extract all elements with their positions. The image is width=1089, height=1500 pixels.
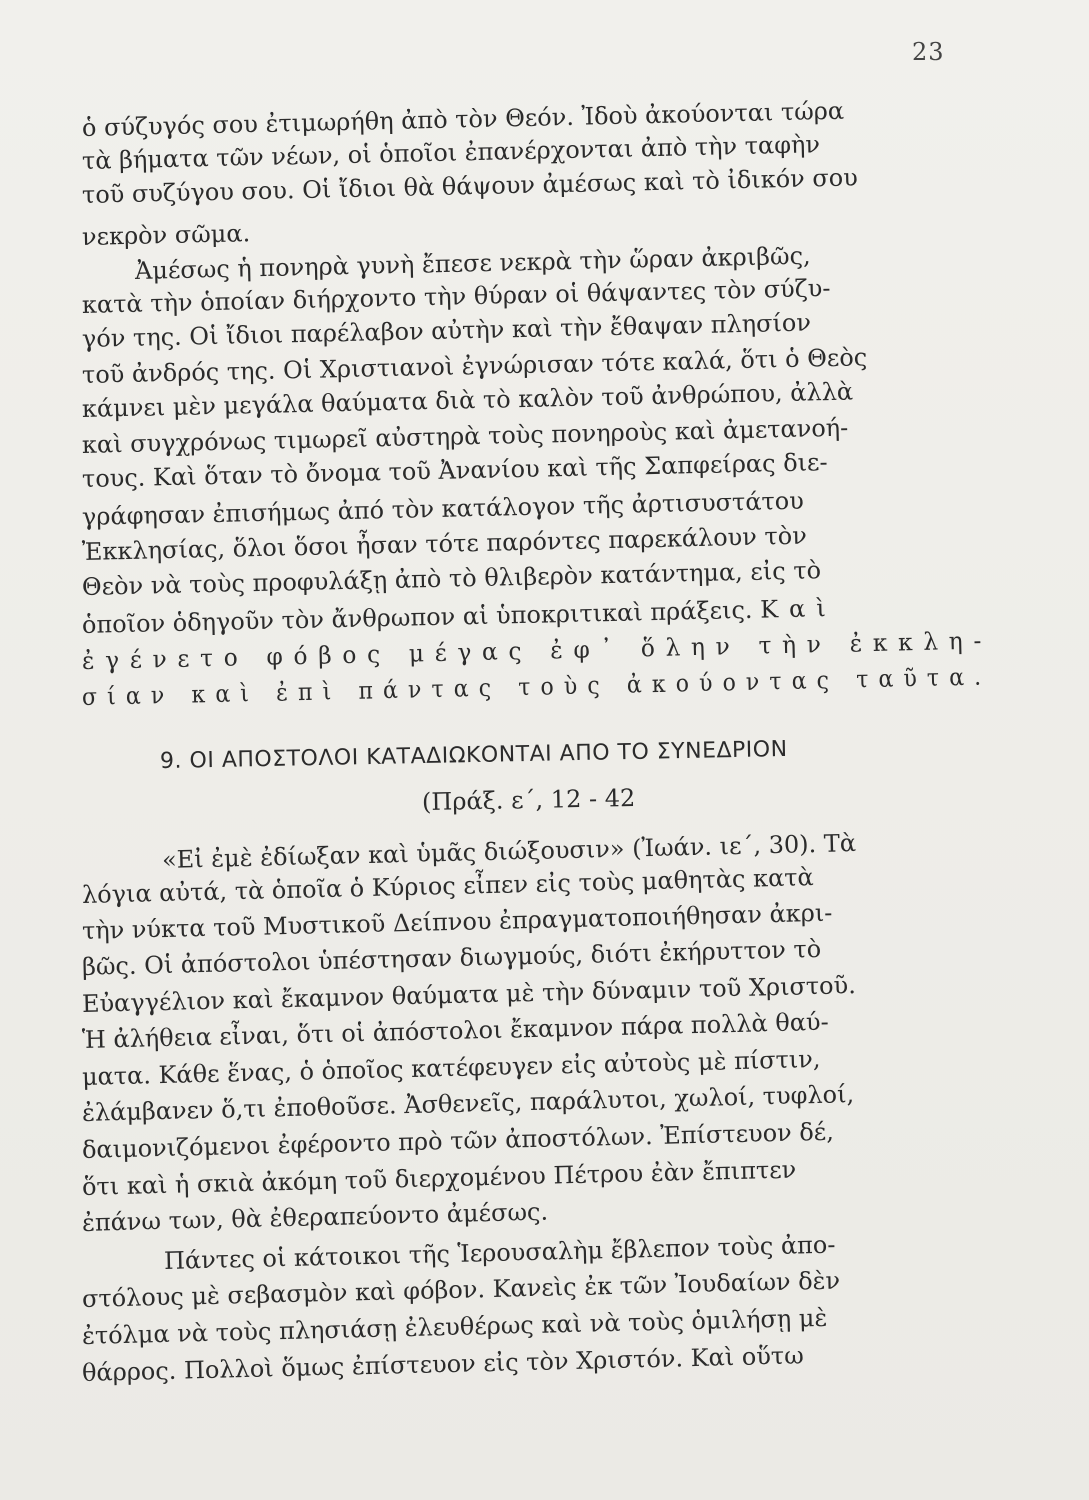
text-line: γράφησαν ἐπισήμως ἀπό τὸν κατάλογον τῆς ἀρτισυστάτου [81,486,805,531]
text-line: «Εἰ ἐμὲ ἐδίωξαν καὶ ὑμᾶς διώξουσιν» (Ἰωάν. ιε΄, 30). Τὰ [161,829,857,874]
text-line: καὶ συγχρόνως τιμωρεῖ αὐστηρὰ τοὺς πονηροὺς καὶ ἀμετανοή- [81,413,849,459]
section-reference: (Πράξ. ε΄, 12 - 42 [421,783,636,817]
text-line: τὰ βήματα τῶν νέων, οἱ ὁποῖοι ἐπανέρχονται ἀπὸ τὴν ταφὴν [81,130,821,175]
text-line: τοῦ ἀνδρός της. Οἱ Χριστιανοὶ ἐγνώρισαν τότε καλά, ὅτι ὁ Θεὸς [81,343,868,389]
text-line: Πάντες οἱ κάτοικοι τῆς Ἱερουσαλὴμ ἔβλεπον τοὺς ἀπο- [163,1230,836,1275]
emphasis-line: ἐγένετο φόβος μέγας ἐφ᾽ ὅλην τὴν ἐκκλη- [81,626,993,675]
text-line: Εὐαγγέλιον καὶ ἔκαμνον θαύματα μὲ τὴν δύναμιν τοῦ Χριστοῦ. [81,971,857,1018]
text-line: γόν της. Οἱ ἴδιοι παρέλαβον αὐτὴν καὶ τὴν ἔθαψαν πλησίον [81,308,812,353]
text-line: ματα. Κάθε ἕνας, ὁ ὁποῖος κατέφευγεν εἰς αὐτοὺς μὲ πίστιν, [81,1044,821,1091]
text-line: ἐπάνω των, θὰ ἐθεραπεύοντο ἀμέσως. [81,1197,549,1237]
page-number: 23 [912,38,945,66]
text-line: ἐτόλμα νὰ τοὺς πλησιάσῃ ἐλευθέρως καὶ νὰ τοὺς ὁμιλήσῃ μὲ [81,1303,828,1350]
text-segment: ὁποῖον ὁδηγοῦν τὸν ἄνθρωπον αἱ ὑποκριτικαὶ πράξεις. [81,595,753,639]
text-line: λόγια αὐτά, τὰ ὁποῖα ὁ Κύριος εἶπεν εἰς τοὺς μαθητὰς κατὰ [81,863,815,909]
text-line: τους. Καὶ ὅταν τὸ ὄνομα τοῦ Ἀνανίου καὶ τῆς Σαπφείρας διε- [81,448,828,493]
section-title: 9. ΟΙ ΑΠΟΣΤΟΛΟΙ ΚΑΤΑΔΙΩΚΟΝΤΑΙ ΑΠΟ ΤΟ ΣΥΝΕΔΡΙΟΝ [159,736,788,775]
text-line: κατὰ τὴν ὁποίαν διήρχοντο τὴν θύραν οἱ θάψαντες τὸν σύζυ- [81,274,831,319]
text-line: Ἀμέσως ἡ πονηρὰ γυνὴ ἔπεσε νεκρὰ τὴν ὥραν ἀκριβῶς, [134,241,811,285]
emphasis-lead: Καὶ [759,593,837,624]
text-line: ὅτι καὶ ἡ σκιὰ ἀκόμη τοῦ διερχομένου Πέτρου ἐὰν ἔπιπτεν [81,1155,797,1201]
text-line: τοῦ συζύγου σου. Οἱ ἴδιοι θὰ θάψουν ἀμέσως καὶ τὸ ἰδικόν σου [81,163,859,209]
text-line: ἐλάμβανεν ὅ,τι ἐποθοῦσε. Ἀσθενεῖς, παράλυτοι, χωλοί, τυφλοί, [81,1080,855,1127]
text-line: νεκρὸν σῶμα. [81,219,251,251]
text-line: θάρρος. Πολλοὶ ὅμως ἐπίστευον εἰς τὸν Χριστόν. Καὶ οὕτω [81,1341,805,1387]
text-line: δαιμονιζόμενοι ἐφέροντο πρὸ τῶν ἀποστόλων. Ἐπίστευον δέ, [81,1117,835,1164]
emphasis-line: σίαν καὶ ἐπὶ πάντας τοὺς ἀκούοντας ταῦτα. [81,662,992,711]
text-line: βῶς. Οἱ ἀπόστολοι ὑπέστησαν διωγμούς, διότι ἐκήρυττον τὸ [81,934,822,981]
text-line: Θεὸν νὰ τοὺς προφυλάξῃ ἀπὸ τὸ θλιβερὸν κατάντημα, εἰς τὸ [81,556,822,601]
text-line: κάμνει μὲν μεγάλα θαύματα διὰ τὸ καλὸν τοῦ ἀνθρώπου, ἀλλὰ [81,377,854,423]
text-line: τὴν νύκτα τοῦ Μυστικοῦ Δείπνου ἐπραγματοποιήθησαν ἀκρι- [81,898,833,945]
text-line: Ἡ ἀλήθεια εἶναι, ὅτι οἱ ἀπόστολοι ἔκαμνον πάρα πολλὰ θαύ- [81,1007,829,1054]
text-line: ὁ σύζυγός σου ἐτιμωρήθη ἀπὸ τὸν Θεόν. Ἰδοὺ ἀκούονται τώρα [81,96,845,142]
text-line: Ἐκκλησίας, ὅλοι ὅσοι ἦσαν τότε παρόντες παρεκάλουν τὸν [81,521,808,566]
text-line: στόλους μὲ σεβασμὸν καὶ φόβον. Κανεὶς ἐκ τῶν Ἰουδαίων δὲν [81,1266,841,1313]
